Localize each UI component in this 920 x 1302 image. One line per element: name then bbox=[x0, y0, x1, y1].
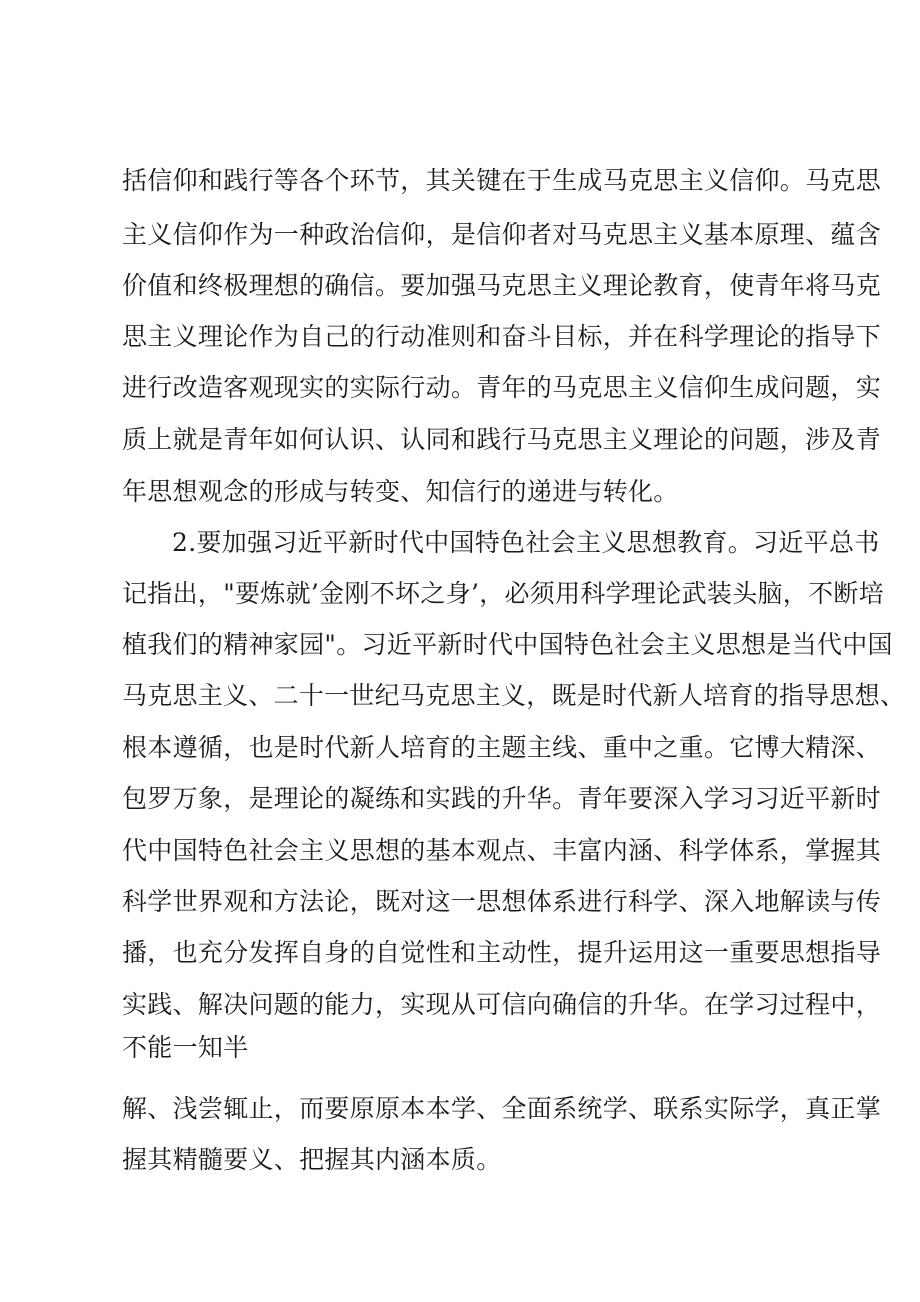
text-line-3: 价值和终极理想的确信。要加强马克思主义理论教育，使青年将马克 bbox=[122, 271, 882, 300]
text-line-10: 植我们的精神家园"。习近平新时代中国特色社会主义思想是当代中国 bbox=[122, 630, 893, 659]
text-line-18: 不能一知半 bbox=[122, 1033, 249, 1062]
text-line-20: 握其精髓要义、把握其内涵本质。 bbox=[122, 1145, 502, 1174]
text-line-15: 科学世界观和方法论，既对这一思想体系进行科学、深入地解读与传 bbox=[122, 887, 882, 916]
text-line-7: 年思想观念的形成与转变、知信行的递进与转化。 bbox=[122, 477, 679, 506]
text-line-16: 播，也充分发挥自身的自觉性和主动性，提升运用这一重要思想指导 bbox=[122, 938, 882, 967]
text-line-13: 包罗万象，是理论的凝练和实践的升华。青年要深入学习习近平新时 bbox=[122, 784, 882, 813]
text-line-19: 解、浅尝辄止，而要原原本本学、全面系统学、联系实际学，真正掌 bbox=[122, 1094, 882, 1123]
text-line-1: 括信仰和践行等各个环节，其关键在于生成马克思主义信仰。马克思 bbox=[122, 166, 882, 195]
text-line-2: 主义信仰作为一种政治信仰，是信仰者对马克思主义基本原理、蕴含 bbox=[122, 220, 882, 249]
text-line-14: 代中国特色社会主义思想的基本观点、丰富内涵、科学体系，掌握其 bbox=[122, 836, 882, 865]
text-line-8: 2.要加强习近平新时代中国特色社会主义思想教育。习近平总书 bbox=[172, 528, 880, 557]
text-line-11: 马克思主义、二十一世纪马克思主义，既是时代新人培育的指导思想、 bbox=[122, 681, 906, 710]
text-line-6: 质上就是青年如何认识、认同和践行马克思主义理论的问题，涉及青 bbox=[122, 425, 882, 454]
text-line-5: 进行改造客观现实的实际行动。青年的马克思主义信仰生成问题，实 bbox=[122, 373, 882, 402]
text-line-17: 实践、解决问题的能力，实现从可信向确信的升华。在学习过程中， bbox=[122, 990, 882, 1019]
text-line-9: 记指出，"要炼就’金刚不坏之身’，必须用科学理论武装头脑，不断培 bbox=[122, 579, 884, 608]
text-line-4: 思主义理论作为自己的行动准则和奋斗目标，并在科学理论的指导下 bbox=[122, 322, 882, 351]
text-line-12: 根本遵循，也是时代新人培育的主题主线、重中之重。它博大精深、 bbox=[122, 733, 882, 762]
